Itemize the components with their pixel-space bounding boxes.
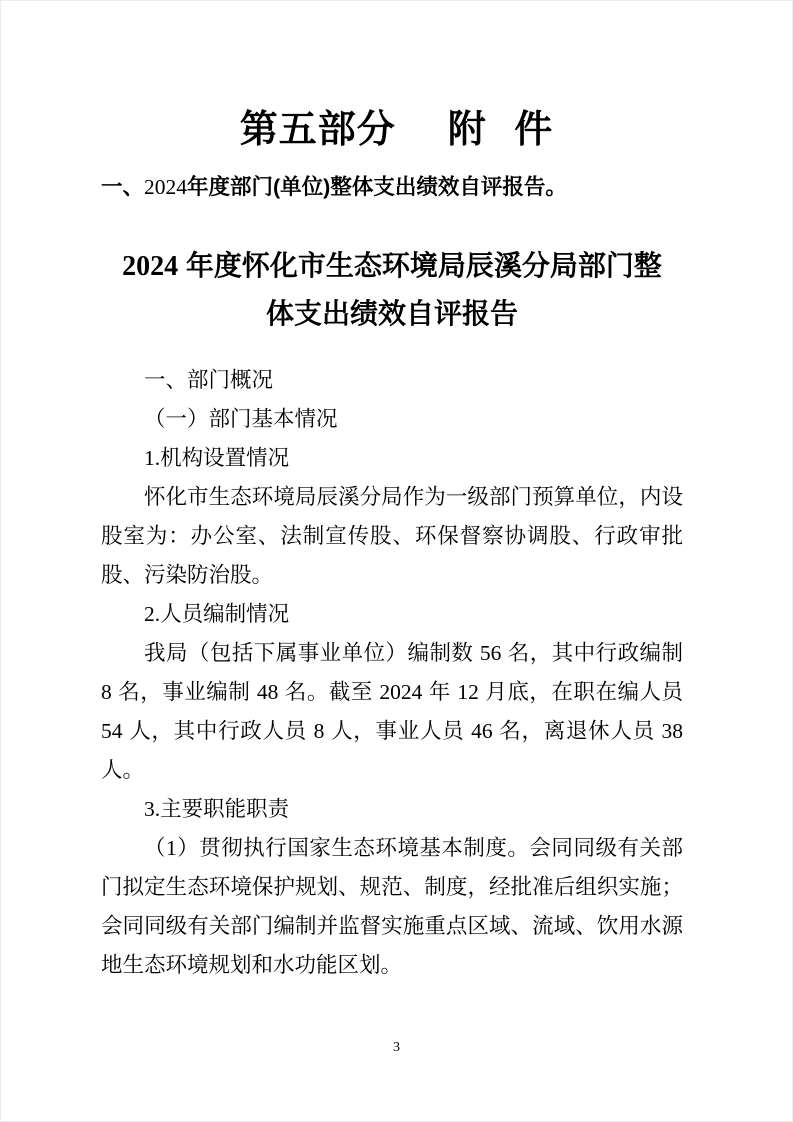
part-name: 附 件 bbox=[447, 109, 554, 151]
paragraph: 怀化市生态环境局辰溪分局作为一级部门预算单位，内设股室为：办公室、法制宣传股、环保督察协调股、行政审批股、污染防治股。 bbox=[101, 485, 683, 587]
document-part-title bbox=[1, 107, 792, 153]
document-body bbox=[101, 361, 683, 985]
numbered-heading: 1.机构设置情况 bbox=[144, 446, 290, 470]
section-heading: 一、部门概况 bbox=[144, 368, 274, 392]
sub-heading: （一）部门基本情况 bbox=[144, 407, 338, 431]
report-title-line1: 2024 年度怀化市生态环境局辰溪分局部门整 bbox=[122, 250, 662, 282]
paragraph: 我局（包括下属事业单位）编制数 56 名，其中行政编制 8 名，事业编制 48 名。截至 2024 年 12 月底，在职在编人员 54 人，其中行政人员 8 人，事业人员 46 名，离退休人员 38 人。 bbox=[101, 641, 684, 782]
report-title bbox=[101, 242, 683, 337]
numbered-heading: 3.主要职能职责 bbox=[144, 797, 290, 821]
part-label: 第五部分 bbox=[239, 109, 396, 151]
numbered-heading: 2.人员编制情况 bbox=[144, 602, 290, 626]
attachment-list-item bbox=[101, 173, 701, 201]
paragraph: （1）贯彻执行国家生态环境基本制度。会同同级有关部门拟定生态环境保护规划、规范、制度，经批准后组织实施；会同同级有关部门编制并监督实施重点区域、流域、饮用水源地生态环境规划和水功能区划。 bbox=[101, 836, 683, 977]
attachment-item-prefix: 一、 bbox=[101, 175, 145, 199]
report-title-line2: 体支出绩效自评报告 bbox=[265, 298, 518, 329]
page-number: 3 bbox=[393, 1040, 400, 1055]
attachment-item-text: 2024年度部门(单位)整体支出绩效自评报告。 bbox=[144, 175, 567, 199]
